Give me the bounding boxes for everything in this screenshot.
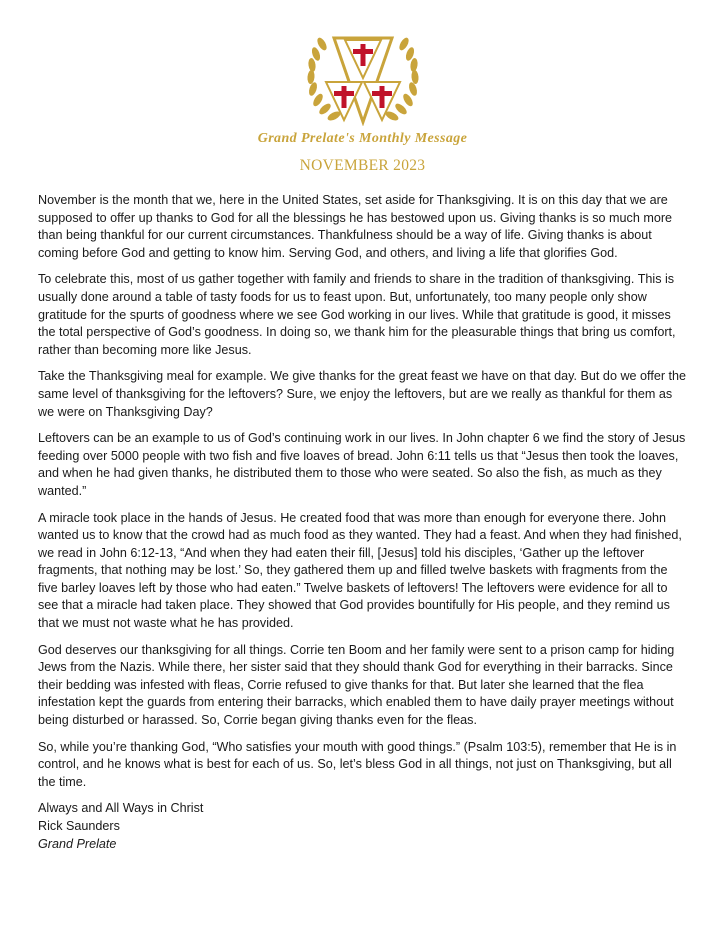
paragraph: So, while you’re thanking God, “Who satisfies your mouth with good things.” (Psalm 103:5), remember that He is in control, and he knows what is best for each of us. So, let’s bless God in all things, not just on Thanksgiving, but all the time.: [38, 739, 677, 789]
paragraph: God deserves our thanksgiving for all things. Corrie ten Boom and her family were sent to a prison camp for hiding Jews from the Nazis. While there, her sister said that they should thank God for everything in their barracks. Since their bedding was infested with fleas, Corrie refused to give thanks for that. But later she learned that the flea infestation kept the guards from entering their barracks, which enabled them to have daily prayer meetings without being disturbed or harassed. So, Corrie began giving thanks even for the fleas.: [38, 642, 675, 728]
paragraph: Leftovers can be an example to us of God’s continuing work in our lives. In John chapter 6 we find the story of Jesus feeding over 5000 people with two fish and five loaves of bread. John 6:11 tells us that “Jesus then took the loaves, and when he had given thanks, he distributed them to those who were seated. So also the fish, as much as they wanted.”: [38, 431, 686, 498]
paragraph: To celebrate this, most of us gather together with family and friends to share in the tradition of thanksgiving. This is usually done around a table of tasty foods for us to feast upon. But, unfortunately, too many people only show gratitude for the spurts of goodness where we see God working in our lives. While that gratitude is good, it misses the total perspective of God’s goodness. In doing so, we thank him for the pleasurable things that bring us comfort, rather than becoming more like Jesus.: [38, 272, 676, 357]
triple-triangle-cross-emblem: [306, 30, 420, 126]
page-title: Grand Prelate's Monthly Message: [257, 131, 468, 146]
paragraph: November is the month that we, here in the United States, set aside for Thanksgiving. It is on this day that we are supposed to offer up thanks to God for all the blessings he has bestowed upon us. Giving thanks is so much more than being thankful for our current circumstances. Thankfulness should be a way of life. Giving thanks is about coming before God and getting to know him. Serving God, and others, and living a life that glorifies God.: [38, 193, 673, 260]
signature-block: [38, 800, 690, 853]
signature-name: Rick Saunders: [38, 819, 120, 833]
issue-date: NOVEMBER 2023: [299, 157, 426, 174]
paragraph: A miracle took place in the hands of Jesus. He created food that was more than enough for everyone there. John wanted us to know that the crowd had as much food as they wanted. They had a feast. And when they had finished, we read in John 6:12-13, “And when they had eaten their fill, [Jesus] told his disciples, ‘Gather up the leftover fragments, that nothing may be lost.’ So, they gathered them up and filled twelve baskets with fragments from the five barley loaves left by those who had eaten.” Twelve baskets of leftovers! The leftovers were evidence for all to see that a miracle had taken place. They showed that God provides bountifully for His people, and they remind us that we must not waste what he has provided.: [38, 510, 682, 631]
signature-title: Grand Prelate: [38, 836, 117, 851]
paragraph: Take the Thanksgiving meal for example. We give thanks for the great feast we have on that day. But do we offer the same level of thanksgiving for the leftovers? Sure, we enjoy the leftovers, but are we really as thankful for them as we were on Thanksgiving Day?: [38, 369, 687, 419]
signature-closing: Always and All Ways in Christ: [38, 801, 204, 816]
message-body: [38, 192, 690, 853]
